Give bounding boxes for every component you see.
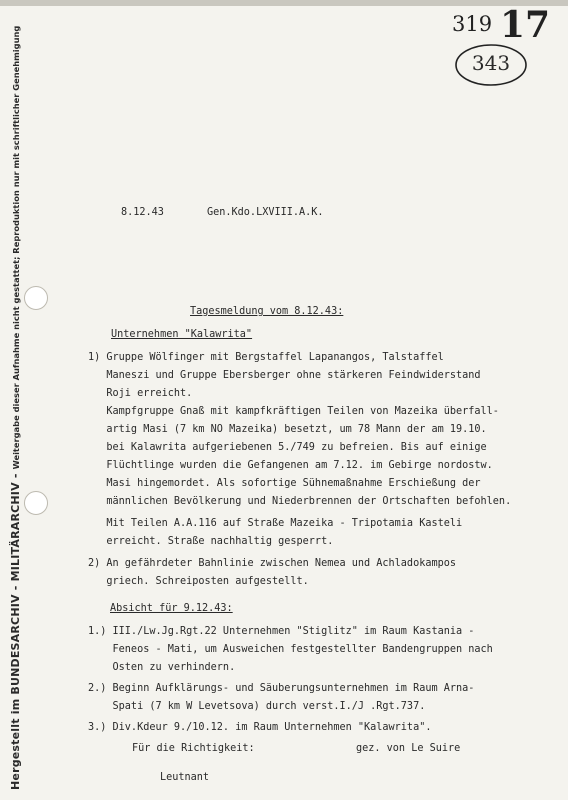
report-line: Kampfgruppe Gnaß mit kampfkräftigen Teilen von Mazeika überfall- xyxy=(88,406,499,417)
intent-title: Absicht für 9.12.43: xyxy=(110,603,233,614)
report-line: männlichen Bevölkerung und Niederbrennen der Ortschaften befohlen. xyxy=(88,496,512,507)
folio-number: 17 xyxy=(500,4,551,46)
intent-line: 1.) III./Lw.Jg.Rgt.22 Unternehmen "Stiglitz" im Raum Kastania - xyxy=(88,626,475,637)
punch-hole-top xyxy=(24,286,48,310)
page-number: 319 xyxy=(452,12,493,36)
report-line: Maneszi und Gruppe Ebersberger ohne stärkeren Feindwiderstand xyxy=(88,370,481,381)
circled-number xyxy=(453,42,529,88)
archive-stamp-main: Hergestellt im BUNDESARCHIV - MILITÄRARCHIV - xyxy=(9,473,22,790)
archive-stamp-sub: Weitergabe dieser Aufnahme nicht gestattet; Reproduktion nur mit schriftlicher Genehmigung xyxy=(11,25,21,470)
archive-stamp xyxy=(4,26,23,790)
punch-hole-bottom xyxy=(24,491,48,515)
scan-top-edge xyxy=(0,0,568,6)
intent-line: Feneos - Mati, um Ausweichen festgestellter Bandengruppen nach xyxy=(88,644,493,655)
intent-line: 3.) Div.Kdeur 9./10.12. im Raum Unternehmen "Kalawrita". xyxy=(88,722,432,733)
intent-line: 2.) Beginn Aufklärungs- und Säuberungsunternehmen im Raum Arna- xyxy=(88,683,475,694)
report-subtitle: Unternehmen "Kalawrita" xyxy=(111,329,253,340)
report-line: 1) Gruppe Wölfinger mit Bergstaffel Lapanangos, Talstaffel xyxy=(88,352,444,363)
report-line: Masi hingemordet. Als sofortige Sühnemaßnahme Erschießung der xyxy=(88,478,481,489)
header-command: Gen.Kdo.LXVIII.A.K. xyxy=(207,207,324,218)
intent-line: Osten zu verhindern. xyxy=(88,662,236,673)
report-line: griech. Schreiposten aufgestellt. xyxy=(88,576,309,587)
header-date: 8.12.43 xyxy=(121,207,164,218)
report-line: bei Kalawrita aufgeriebenen 5./749 zu befreien. Bis auf einige xyxy=(88,442,487,453)
report-line: Roji erreicht. xyxy=(88,388,193,399)
intent-line: Spati (7 km W Levetsova) durch verst.I./J .Rgt.737. xyxy=(88,701,426,712)
report-title: Tagesmeldung vom 8.12.43: xyxy=(190,306,344,317)
report-line: erreicht. Straße nachhaltig gesperrt. xyxy=(88,536,334,547)
signature-name: gez. von Le Suire xyxy=(356,743,461,754)
report-line: Mit Teilen A.A.116 auf Straße Mazeika - Tripotamia Kasteli xyxy=(88,518,463,529)
signature-rank: Leutnant xyxy=(160,772,210,783)
report-line: Flüchtlinge wurden die Gefangenen am 7.12. im Gebirge nordostw. xyxy=(88,460,493,471)
circled-number-text: 343 xyxy=(471,51,511,75)
signature-certify: Für die Richtigkeit: xyxy=(132,743,255,754)
report-line: 2) An gefährdeter Bahnlinie zwischen Nemea und Achladokampos xyxy=(88,558,457,569)
report-line: artig Masi (7 km NO Mazeika) besetzt, um 78 Mann der am 19.10. xyxy=(88,424,487,435)
